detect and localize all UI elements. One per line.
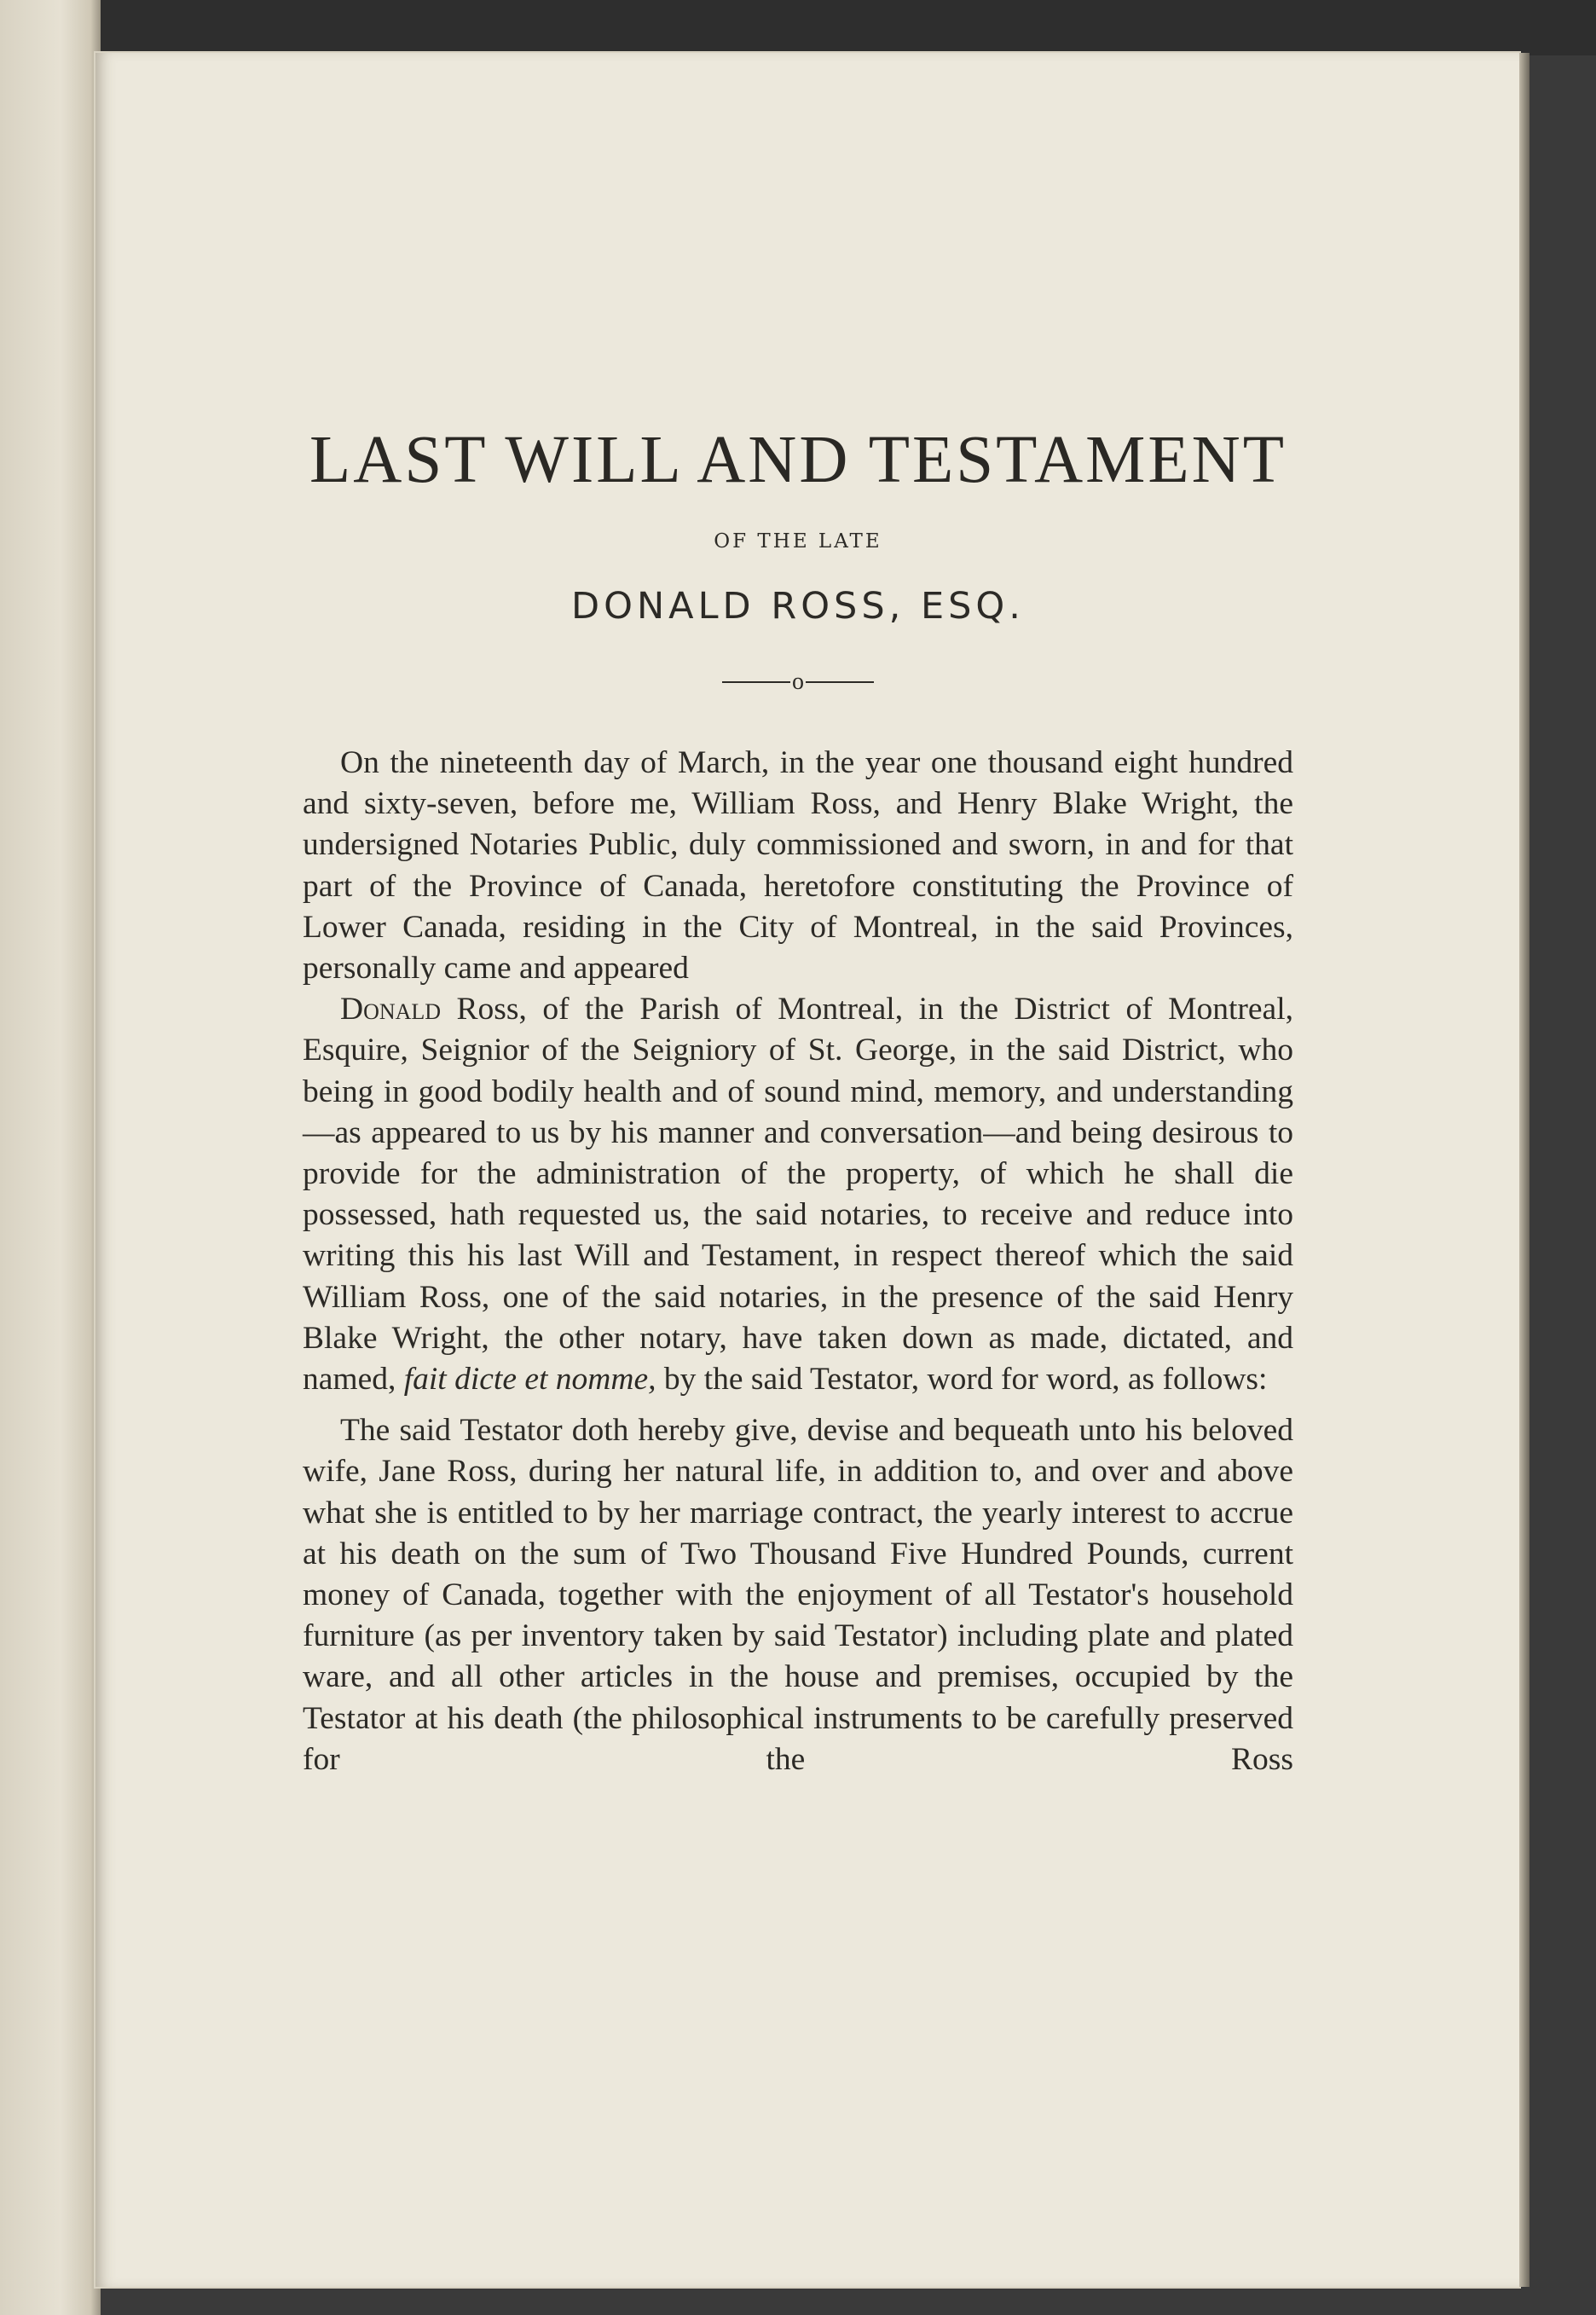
document-subtitle: OF THE LATE — [714, 530, 882, 553]
facing-page-edge — [0, 0, 101, 2315]
paragraph-opening: On the nineteenth day of March, in the year one thousand eight hundred and sixty-seven, before me, William Ross, and Henry Blake Wright, the undersigned Notaries Public, duly commissioned and sworn, in and for that part of the Province of Canada, heretofore constituting the Province of Lower Canada, residing in the City of Montreal, in the said Provinces, personally came and appeared — [303, 745, 1293, 987]
paragraph-lead-name: Donald — [340, 992, 442, 1027]
page-content — [303, 418, 1293, 1780]
paragraph-italic-phrase: fait dicte et nomme, — [403, 1362, 656, 1398]
divider-line-left — [722, 681, 790, 683]
document-title: LAST WILL AND TESTAMENT — [309, 423, 1287, 497]
paragraph-tail: by the said Testator, word for word, as follows: — [656, 1362, 1268, 1398]
testator-name: DONALD ROSS, ESQ. — [571, 585, 1025, 628]
divider-line-right — [806, 681, 874, 683]
page-edge-shadow — [1519, 53, 1530, 2287]
paragraph-testator-appearance — [303, 989, 1293, 1400]
divider-ornament: o — [792, 668, 804, 695]
paragraph-bequest: The said Testator doth hereby give, devise and bequeath unto his beloved wife, Jane Ross, during her natural life, in addition to, and over and above what she is entitled to by her marriage contract, the yearly interest to accrue at his death on the sum of Two Thousand Five Hundred Pounds, current money of Canada, together with the enjoyment of all Testator's household furniture (as per inventory taken by said Testator) including plate and plated ware, and all other articles in the house and premises, occupied by the Testator at his death (the philosophical instruments to be carefully preserved for the Ross — [303, 1413, 1293, 1777]
scan-background — [0, 0, 1596, 55]
paragraph-body: Ross, of the Parish of Montreal, in the District of Montreal, Esquire, Seignior of the Seigniory of St. George, in the said District, who being in good bodily health and of sound mind, memory, and understanding—as appeared to us by his manner and conversation—and being desirous to provide for the administration of the property, of which he shall die possessed, hath requested us, the said notaries, to receive and reduce into writing this his last Will and Testament, in respect thereof which the said William Ross, one of the said notaries, in the presence of the said Henry Blake Wright, the other notary, have taken down as made, dictated, and named, — [303, 992, 1293, 1398]
section-divider — [303, 669, 1293, 695]
